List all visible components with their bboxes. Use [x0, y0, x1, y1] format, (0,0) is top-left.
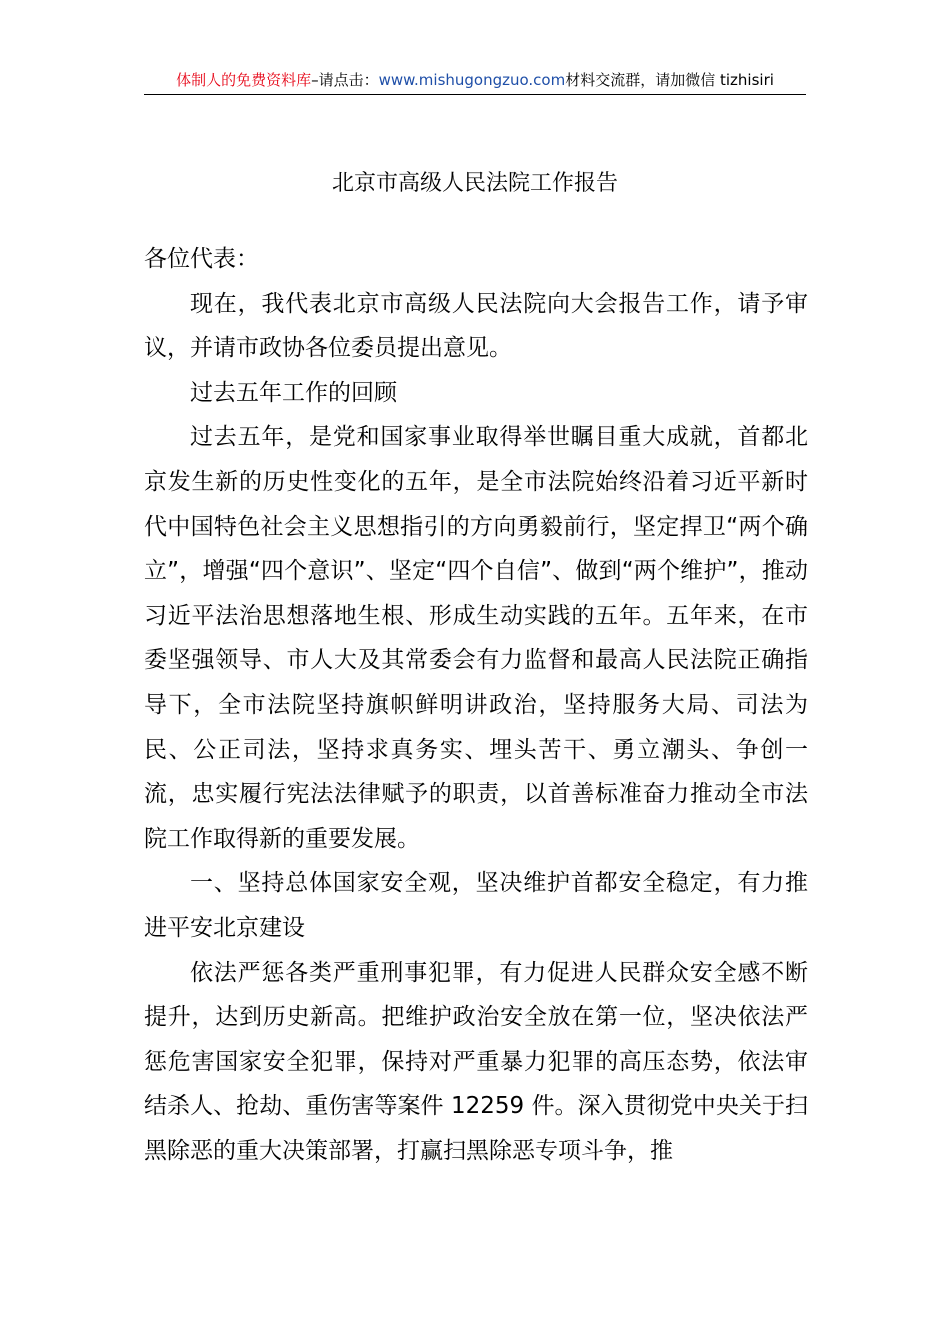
section-heading-review: 过去五年工作的回顾 — [190, 379, 397, 406]
header-prompt: –请点击： — [311, 71, 379, 89]
header-brand: 体制人的免费资料库 — [176, 71, 312, 89]
document-body — [144, 237, 808, 1173]
salutation: 各位代表： — [144, 246, 259, 272]
page-header — [144, 68, 806, 95]
paragraph-review: 过去五年，是党和国家事业取得举世瞩目重大成就，首都北京发生新的历史性变化的五年，是全市法院始终沿着习近平新时代中国特色社会主义思想指引的方向勇毅前行，坚定捍卫“两个确立”，增强“四个意识”、坚定“四个自信”、做到“两个维护”，推动习近平法治思想落地生根、形成生动实践的五年。五年来，在市委坚强领导、市人大及其常委会有力监督和最高人民法院正确指导下，全市法院坚持旗帜鲜明讲政治，坚持服务大局、司法为民、公正司法，坚持求真务实、埋头苦干、勇立潮头、争创一流，忠实履行宪法法律赋予的职责，以首善标准奋力推动全市法院工作取得新的重要发展。 — [144, 424, 808, 852]
paragraph-intro: 现在，我代表北京市高级人民法院向大会报告工作，请予审议，并请市政协各位委员提出意见。 — [144, 290, 808, 362]
header-url-link[interactable]: www.mishugongzuo.com — [378, 71, 566, 89]
paragraph-crime: 依法严惩各类严重刑事犯罪，有力促进人民群众安全感不断提升，达到历史新高。把维护政治安全放在第一位，坚决依法严惩危害国家安全犯罪，保持对严重暴力犯罪的高压态势，依法审结杀人、抢劫、重伤害等案件 12259 件。深入贯彻党中央关于扫黑除恶的重大决策部署，打赢扫黑除恶专项斗争，推 — [144, 959, 808, 1164]
document-title: 北京市高级人民法院工作报告 — [331, 171, 618, 196]
header-contact: 材料交流群，请加微信 tizhisiri — [565, 71, 774, 89]
section-heading-one: 一、坚持总体国家安全观，坚决维护首都安全稳定，有力推进平安北京建设 — [144, 870, 808, 941]
